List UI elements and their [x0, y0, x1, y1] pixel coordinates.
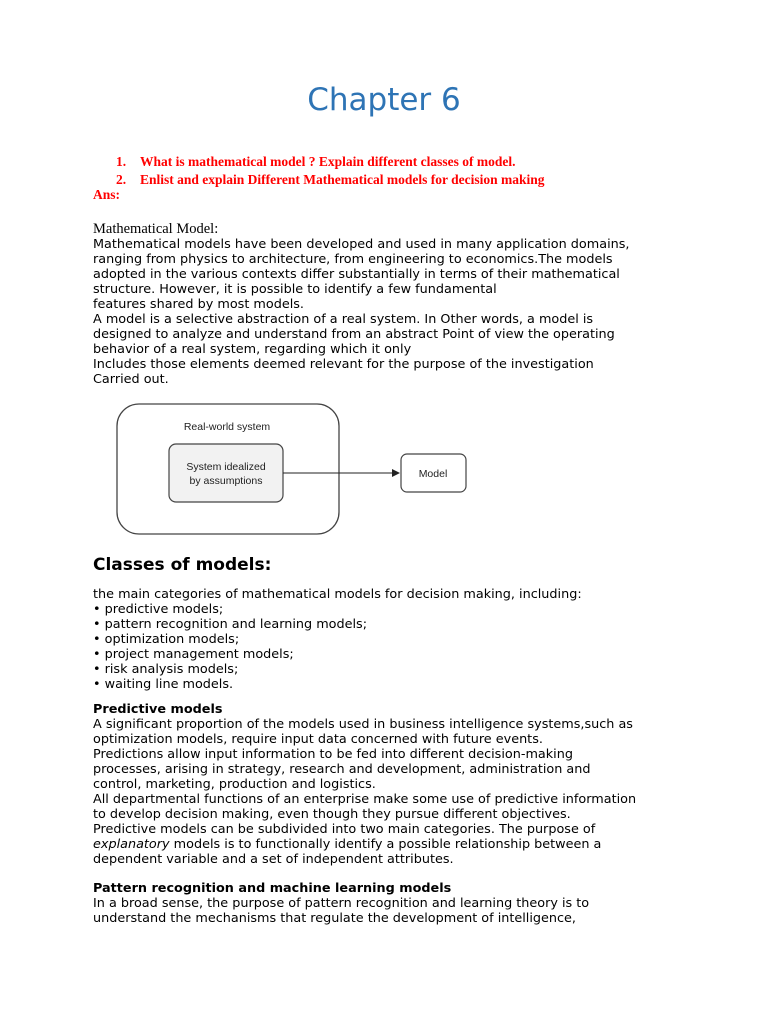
list-item: • project management models; [93, 647, 294, 662]
question-number: 1. [116, 154, 127, 169]
paragraph-line: All departmental functions of an enterprise make some use of predictive information [93, 792, 637, 807]
predictive-models-heading: Predictive models [93, 702, 223, 717]
paragraph-line: ranging from physics to architecture, from engineering to economics.The models [93, 252, 613, 267]
question-number: 2. [116, 172, 127, 187]
question-list [116, 153, 545, 189]
paragraph-line: Predictive models can be subdivided into two main categories. The purpose of [93, 822, 596, 837]
paragraph-line: structure. However, it is possible to identify a few fundamental [93, 282, 497, 297]
paragraph-line: Predictions allow input information to be fed into different decision-making [93, 747, 573, 762]
model-diagram [112, 400, 492, 540]
paragraph-line: Carried out. [93, 372, 169, 387]
pattern-recognition-paragraph [93, 896, 589, 926]
line-continuation: models is to functionally identify a possible relationship between a [169, 837, 602, 852]
list-item: • predictive models; [93, 602, 224, 617]
model-label: Model [418, 468, 448, 480]
question-item [116, 171, 545, 189]
classes-heading: Classes of models: [93, 555, 272, 575]
answer-label: Ans: [93, 187, 121, 202]
paragraph-line: A significant proportion of the models used in business intelligence systems,such as [93, 717, 633, 732]
paragraph-line: behavior of a real system, regarding which it only [93, 342, 412, 357]
paragraph-line: dependent variable and a set of independent attributes. [93, 852, 454, 867]
pattern-recognition-heading: Pattern recognition and machine learning models [93, 881, 452, 896]
paragraph-line: A model is a selective abstraction of a real system. In Other words, a model is [93, 312, 594, 327]
paragraph-line: designed to analyze and understand from an abstract Point of view the operating [93, 327, 615, 342]
paragraph-line-with-italic [93, 837, 636, 852]
predictive-models-paragraph [93, 717, 636, 867]
list-item: • risk analysis models; [93, 662, 239, 677]
idealized-system-label-line1: System idealized [186, 461, 266, 473]
paragraph-line: to develop decision making, even though they pursue different objectives. [93, 807, 571, 822]
mathematical-model-heading: Mathematical Model: [93, 221, 219, 237]
list-item: • pattern recognition and learning models; [93, 617, 368, 632]
question-text: What is mathematical model ? Explain different classes of model. [140, 154, 516, 169]
question-item [116, 153, 545, 171]
mathematical-model-paragraph [93, 237, 629, 387]
paragraph-line: Mathematical models have been developed and used in many application domains, [93, 237, 630, 252]
list-item: • waiting line models. [93, 677, 234, 692]
paragraph-line: control, marketing, production and logistics. [93, 777, 376, 792]
paragraph-line: optimization models, require input data concerned with future events. [93, 732, 543, 747]
classes-list [93, 587, 582, 692]
paragraph-line: Includes those elements deemed relevant for the purpose of the investigation [93, 357, 594, 372]
paragraph-line: processes, arising in strategy, research and development, administration and [93, 762, 591, 777]
question-text: Enlist and explain Different Mathematical models for decision making [140, 172, 545, 187]
idealized-system-label-line2: by assumptions [189, 475, 263, 487]
paragraph-line: features shared by most models. [93, 297, 304, 312]
paragraph-line: In a broad sense, the purpose of pattern recognition and learning theory is to [93, 896, 590, 911]
paragraph-line: understand the mechanisms that regulate the development of intelligence, [93, 911, 576, 926]
real-world-system-label: Real-world system [183, 421, 271, 433]
list-item: • optimization models; [93, 632, 240, 647]
paragraph-line: adopted in the various contexts differ substantially in terms of their mathematical [93, 267, 620, 282]
italic-term: explanatory [93, 837, 170, 852]
classes-intro: the main categories of mathematical models for decision making, including: [93, 587, 582, 602]
idealized-system-box [169, 444, 283, 502]
page-title: Chapter 6 [307, 82, 461, 118]
